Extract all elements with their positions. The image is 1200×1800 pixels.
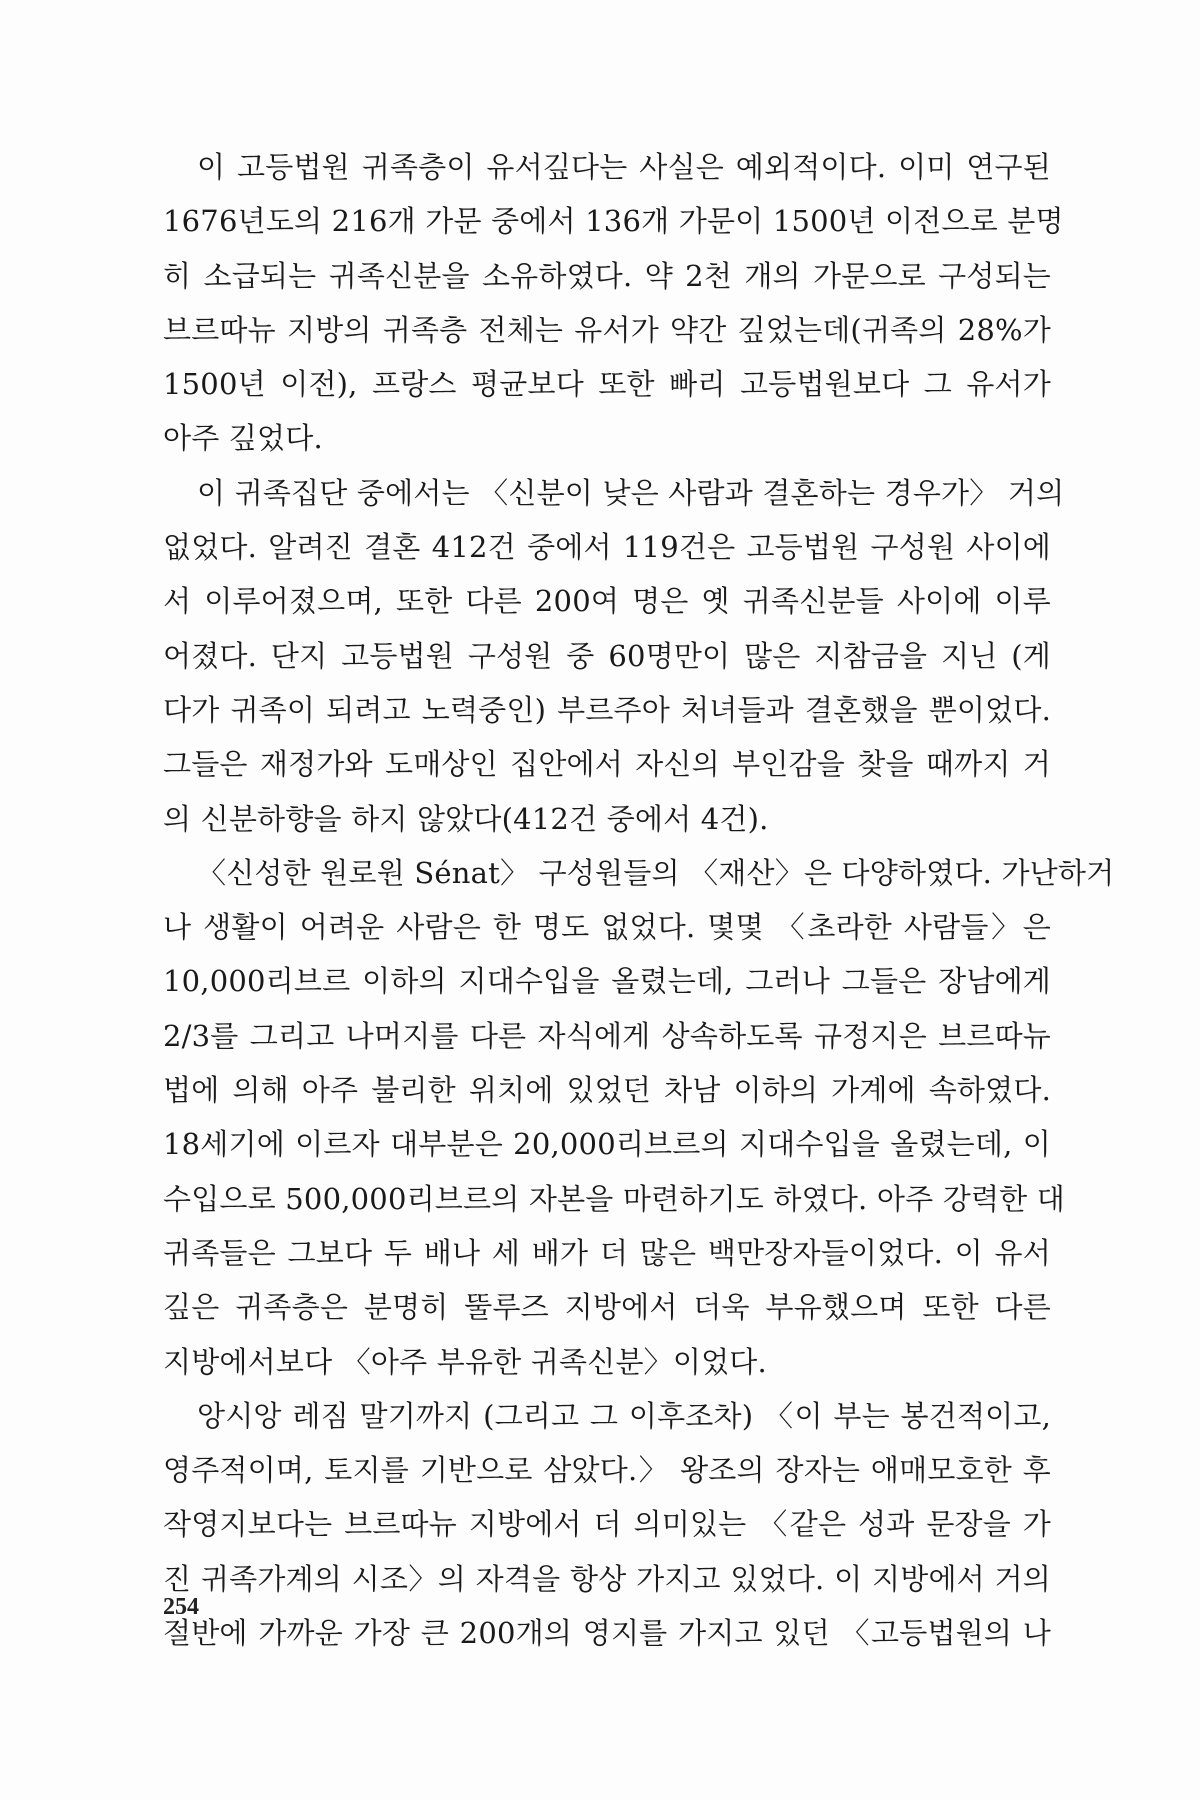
text-line: 앙시앙 레짐 말기까지 (그리고 그 이후조차) 〈이 부는 봉건적이고, [197,1398,1051,1433]
page-number: 254 [163,1594,199,1620]
text-line: 절반에 가까운 가장 큰 200개의 영지를 가지고 있던 〈고등법원의 나 [163,1616,1051,1651]
text-line: 어졌다. 단지 고등법원 구성원 중 60명만이 많은 지참금을 지닌 (게 [163,638,1051,673]
text-line: 영주적이며, 토지를 기반으로 삼았다.〉 왕조의 장자는 애매모호한 후 [163,1453,1051,1488]
text-line: 없었다. 알려진 결혼 412건 중에서 119건은 고등법원 구성원 사이에 [163,530,1051,565]
text-line: 진 귀족가계의 시조〉의 자격을 항상 가지고 있었다. 이 지방에서 거의 [163,1561,1051,1596]
text-line: 다가 귀족이 되려고 노력중인) 부르주아 처녀들과 결혼했을 뿐이었다. [163,692,1051,727]
text-line: 법에 의해 아주 불리한 위치에 있었던 차남 이하의 가계에 속하였다. [163,1073,1051,1108]
text-line: 이 고등법원 귀족층이 유서깊다는 사실은 예외적이다. 이미 연구된 [197,150,1051,184]
text-line: 이 귀족집단 중에서는 〈신분이 낮은 사람과 결혼하는 경우가〉 거의 [197,475,1065,510]
text-line: 1500년 이전), 프랑스 평균보다 또한 빠리 고등법원보다 그 유서가 [163,367,1051,402]
text-line: 작영지보다는 브르따뉴 지방에서 더 의미있는 〈같은 성과 문장을 가 [163,1507,1051,1542]
text-line: 의 신분하향을 하지 않았다(412건 중에서 4건). [163,801,769,836]
text-line: 1676년도의 216개 가문 중에서 136개 가문이 1500년 이전으로 분명 [163,204,1064,239]
text-line: 지방에서보다 〈아주 부유한 귀족신분〉이었다. [163,1344,767,1379]
text-line: 10,000리브르 이하의 지대수입을 올렸는데, 그러나 그들은 장남에게 [163,964,1051,999]
text-line: 2/3를 그리고 나머지를 다른 자식에게 상속하도록 규정지은 브르따뉴 [163,1018,1051,1053]
text-line: 나 생활이 어려운 사람은 한 명도 없었다. 몇몇 〈초라한 사람들〉은 [163,910,1051,945]
body-text [163,140,1115,1660]
text-line: 깊은 귀족층은 분명히 뚤루즈 지방에서 더욱 부유했으며 또한 다른 [163,1290,1051,1325]
text-line: 수입으로 500,000리브르의 자본을 마련하기도 하였다. 아주 강력한 대 [163,1181,1066,1216]
text-line: 〈신성한 원로원 Sénat〉 구성원들의 〈재산〉은 다양하였다. 가난하거 [197,855,1115,890]
text-line: 아주 깊었다. [163,421,323,456]
text-line: 18세기에 이르자 대부분은 20,000리브르의 지대수입을 올렸는데, 이 [163,1127,1051,1162]
text-line: 서 이루어졌으며, 또한 다른 200여 명은 옛 귀족신분들 사이에 이루 [163,584,1051,619]
text-line: 히 소급되는 귀족신분을 소유하였다. 약 2천 개의 가문으로 구성되는 [163,258,1051,293]
text-line: 브르따뉴 지방의 귀족층 전체는 유서가 약간 깊었는데(귀족의 28%가 [163,312,1051,347]
text-line: 귀족들은 그보다 두 배나 세 배가 더 많은 백만장자들이었다. 이 유서 [163,1235,1051,1270]
text-line: 그들은 재정가와 도매상인 집안에서 자신의 부인감을 찾을 때까지 거 [163,747,1051,782]
